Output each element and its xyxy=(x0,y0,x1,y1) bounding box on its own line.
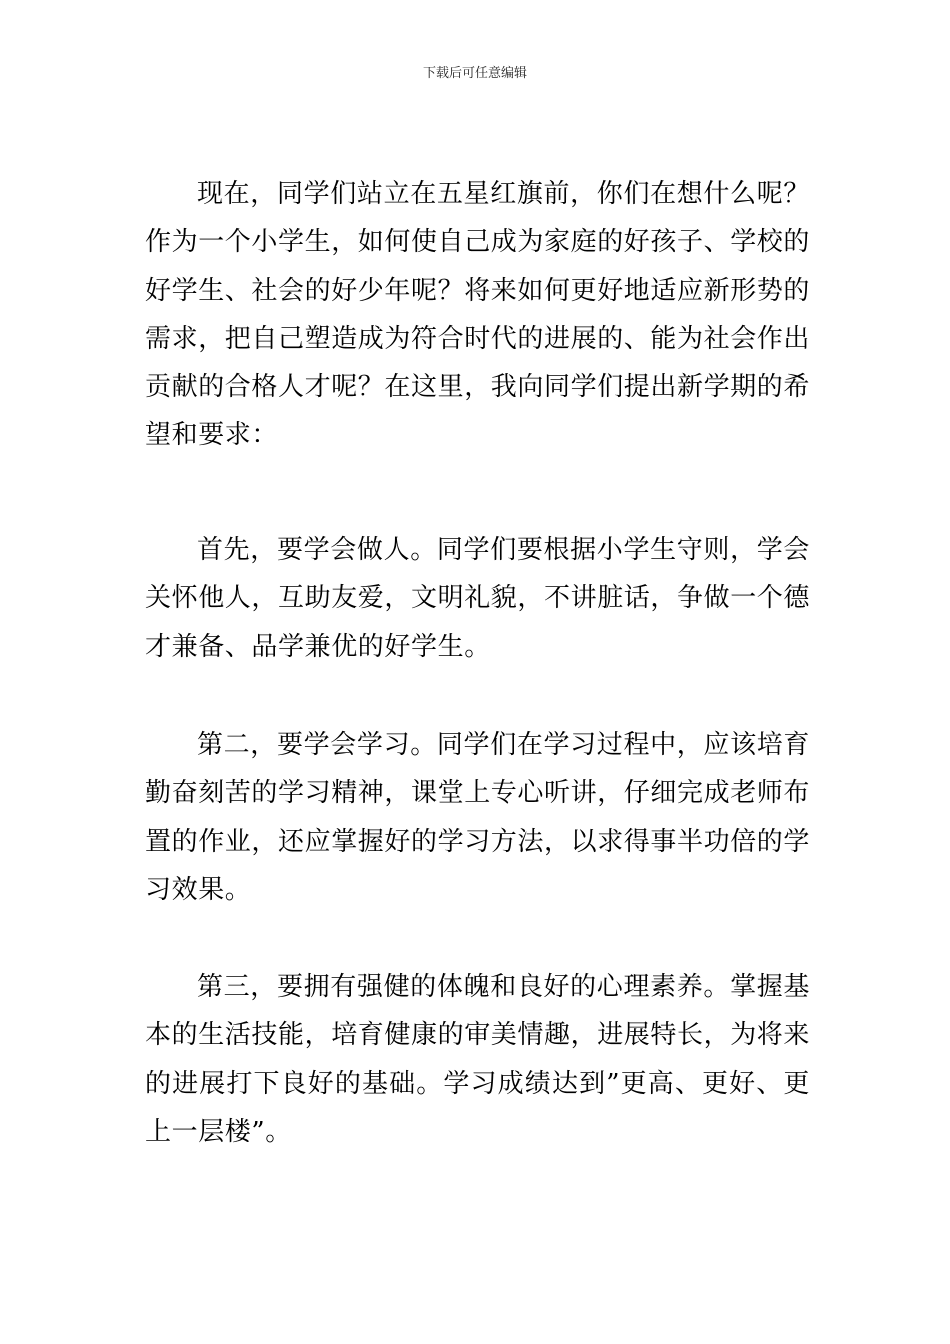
page-header: 下载后可任意编辑 xyxy=(422,66,527,81)
paragraph-second: 第二，要学会学习。同学们在学习过程中，应该培育勤奋刻苦的学习精神，课堂上专心听讲，仔细完成老师布置的作业，还应掌握好的学习方法，以求得事半功倍的学习效果。 xyxy=(145,730,811,905)
paragraph-third: 第三，要拥有强健的体魄和良好的心理素养。掌握基本的生活技能，培育健康的审美情趣，进展特长，为将来的进展打下良好的基础。学习成绩达到”更高、更好、更上一层楼”。 xyxy=(145,972,811,1147)
paragraph-intro: 现在，同学们站立在五星红旗前，你们在想什么呢？作为一个小学生，如何使自己成为家庭的好孩子、学校的好学生、社会的好少年呢？将来如何更好地适应新形势的需求，把自己塑造成为符合时代的进展的、能为社会作出贡献的合格人才呢？在这里，我向同学们提出新学期的希望和要求： xyxy=(145,179,811,451)
paragraph-first: 首先，要学会做人。同学们要根据小学生守则，学会关怀他人，互助友爱，文明礼貌，不讲脏话，争做一个德才兼备、品学兼优的好学生。 xyxy=(145,535,811,662)
